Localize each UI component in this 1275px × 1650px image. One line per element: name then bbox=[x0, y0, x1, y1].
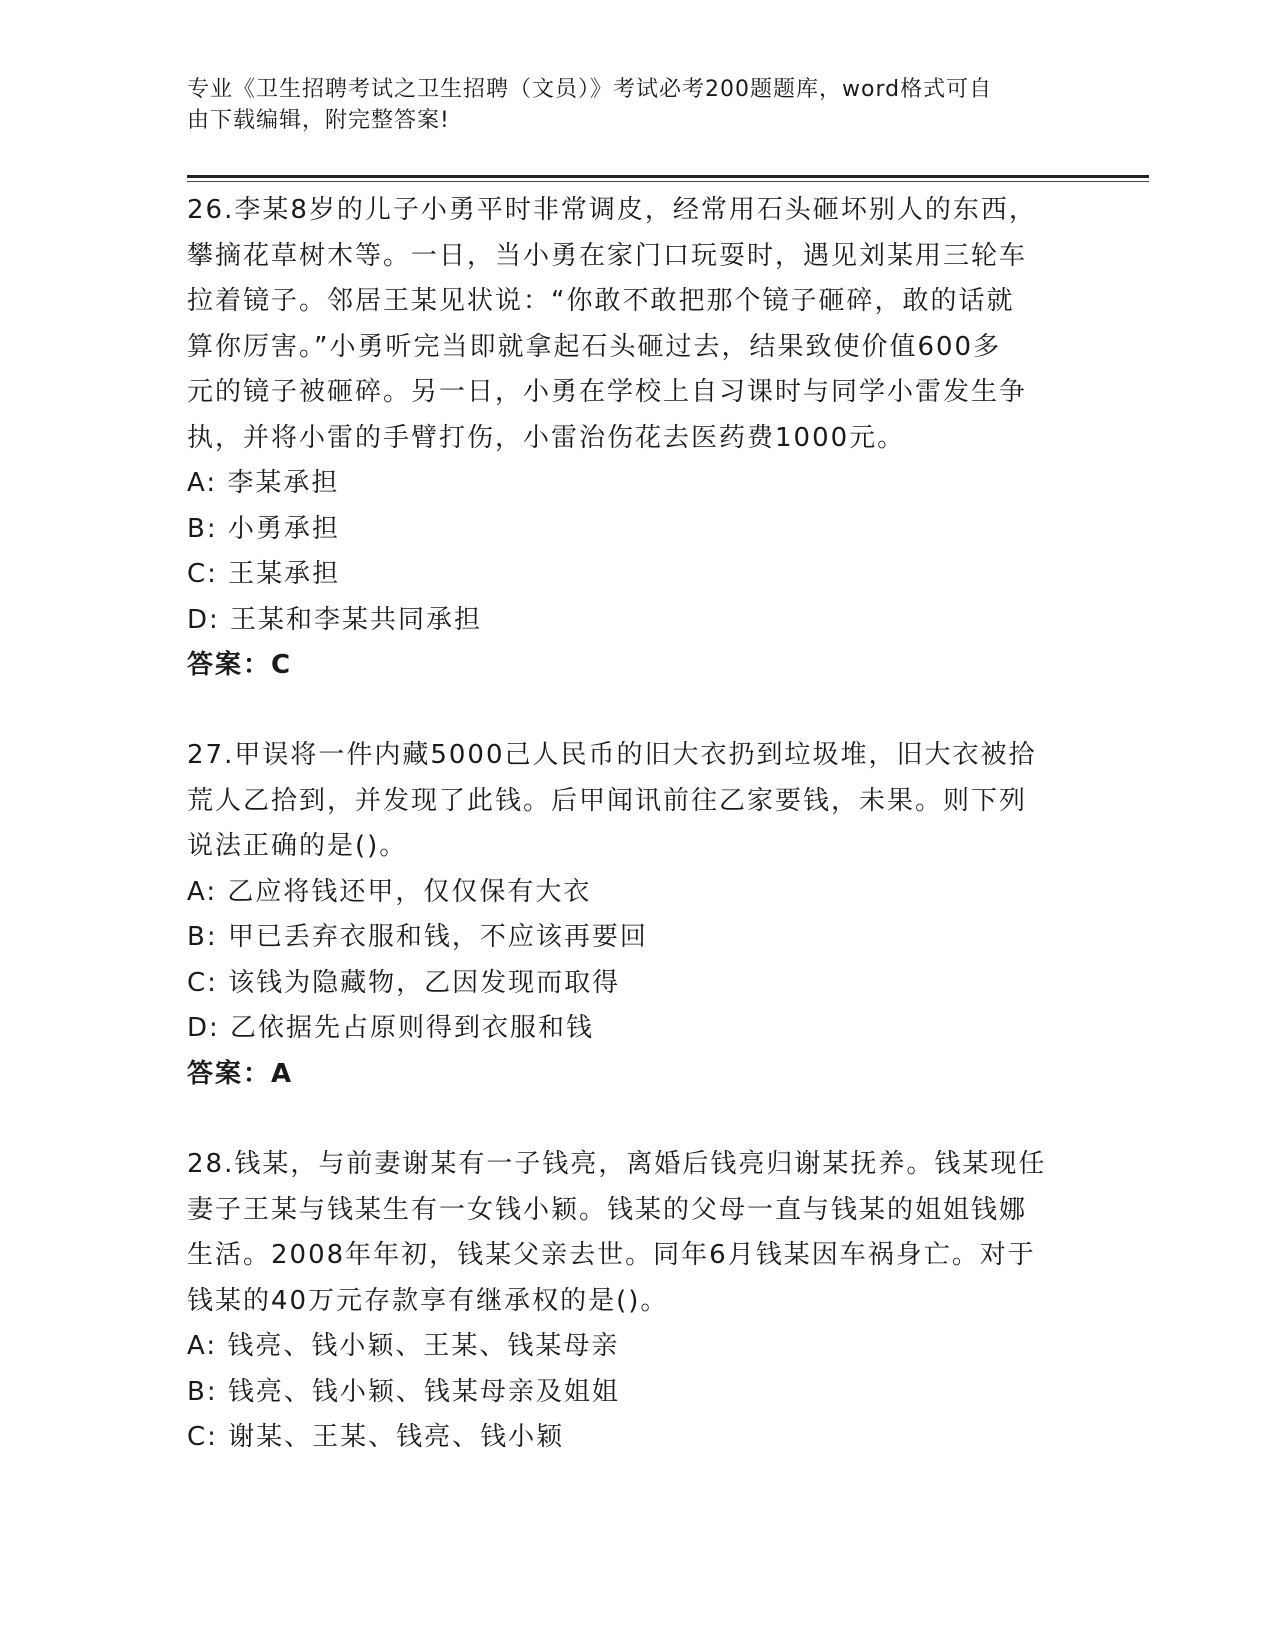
header-divider-thin bbox=[187, 181, 1149, 182]
question-27 bbox=[187, 733, 1067, 1097]
header-line-1: 专业《卫生招聘考试之卫生招聘（文员）》考试必考200题题库，word格式可自 bbox=[187, 77, 993, 102]
question-stem-line: 28.钱某，与前妻谢某有一子钱亮，离婚后钱亮归谢某抚养。钱某现任 bbox=[187, 1149, 1047, 1179]
option-b: B: 钱亮、钱小颖、钱某母亲及姐姐 bbox=[187, 1376, 620, 1407]
question-stem-line: 27.甲误将一件内藏5000己人民币的旧大衣扔到垃圾堆，旧大衣被拾 bbox=[187, 740, 1037, 770]
header-line-2: 由下载编辑，附完整答案! bbox=[187, 108, 450, 133]
option-a: A: 乙应将钱还甲，仅仅保有大衣 bbox=[187, 876, 592, 907]
option-d: D: 王某和李某共同承担 bbox=[187, 604, 483, 635]
question-stem-line: 钱某的40万元存款享有继承权的是()。 bbox=[187, 1285, 669, 1316]
question-28 bbox=[187, 1142, 1067, 1461]
option-c: C: 王某承担 bbox=[187, 559, 341, 589]
question-stem-line: 生活。2008年年初，钱某父亲去世。同年6月钱某因车祸身亡。对于 bbox=[187, 1240, 1036, 1270]
question-stem-line: 26.李某8岁的儿子小勇平时非常调皮，经常用石头砸坏别人的东西， bbox=[187, 195, 1037, 225]
option-a: A: 李某承担 bbox=[187, 468, 340, 498]
question-stem-line: 攀摘花草树木等。一日，当小勇在家门口玩耍时，遇见刘某用三轮车 bbox=[187, 240, 1028, 271]
header-divider-thick bbox=[187, 175, 1149, 178]
option-c: C: 谢某、王某、钱亮、钱小颖 bbox=[187, 1422, 565, 1452]
question-stem-line: 执，并将小雷的手臂打伤，小雷治伤花去医药费1000元。 bbox=[187, 422, 906, 453]
question-stem-line: 妻子王某与钱某生有一女钱小颖。钱某的父母一直与钱某的姐姐钱娜 bbox=[187, 1194, 1028, 1225]
answer-line: 答案：A bbox=[187, 1058, 294, 1089]
question-stem-line: 拉着镜子。邻居王某见状说：“你敢不敢把那个镜子砸碎，敢的话就 bbox=[187, 286, 1015, 316]
answer-line: 答案：C bbox=[187, 650, 293, 680]
question-26 bbox=[187, 188, 1067, 689]
question-stem-line: 说法正确的是()。 bbox=[187, 831, 408, 861]
question-stem-line: 元的镜子被砸碎。另一日，小勇在学校上自习课时与同学小雷发生争 bbox=[187, 377, 1028, 407]
document-header bbox=[187, 74, 1087, 136]
question-stem-line: 算你厉害。”小勇听完当即就拿起石头砸过去，结果致使价值600多 bbox=[187, 331, 1002, 362]
option-d: D: 乙依据先占原则得到衣服和钱 bbox=[187, 1013, 595, 1043]
option-c: C: 该钱为隐藏物，乙因发现而取得 bbox=[187, 967, 621, 998]
option-a: A: 钱亮、钱小颖、王某、钱某母亲 bbox=[187, 1331, 620, 1361]
option-b: B: 甲已丢弃衣服和钱，不应该再要回 bbox=[187, 922, 648, 952]
option-b: B: 小勇承担 bbox=[187, 513, 340, 544]
question-stem-line: 荒人乙拾到，并发现了此钱。后甲闻讯前往乙家要钱，未果。则下列 bbox=[187, 785, 1028, 816]
